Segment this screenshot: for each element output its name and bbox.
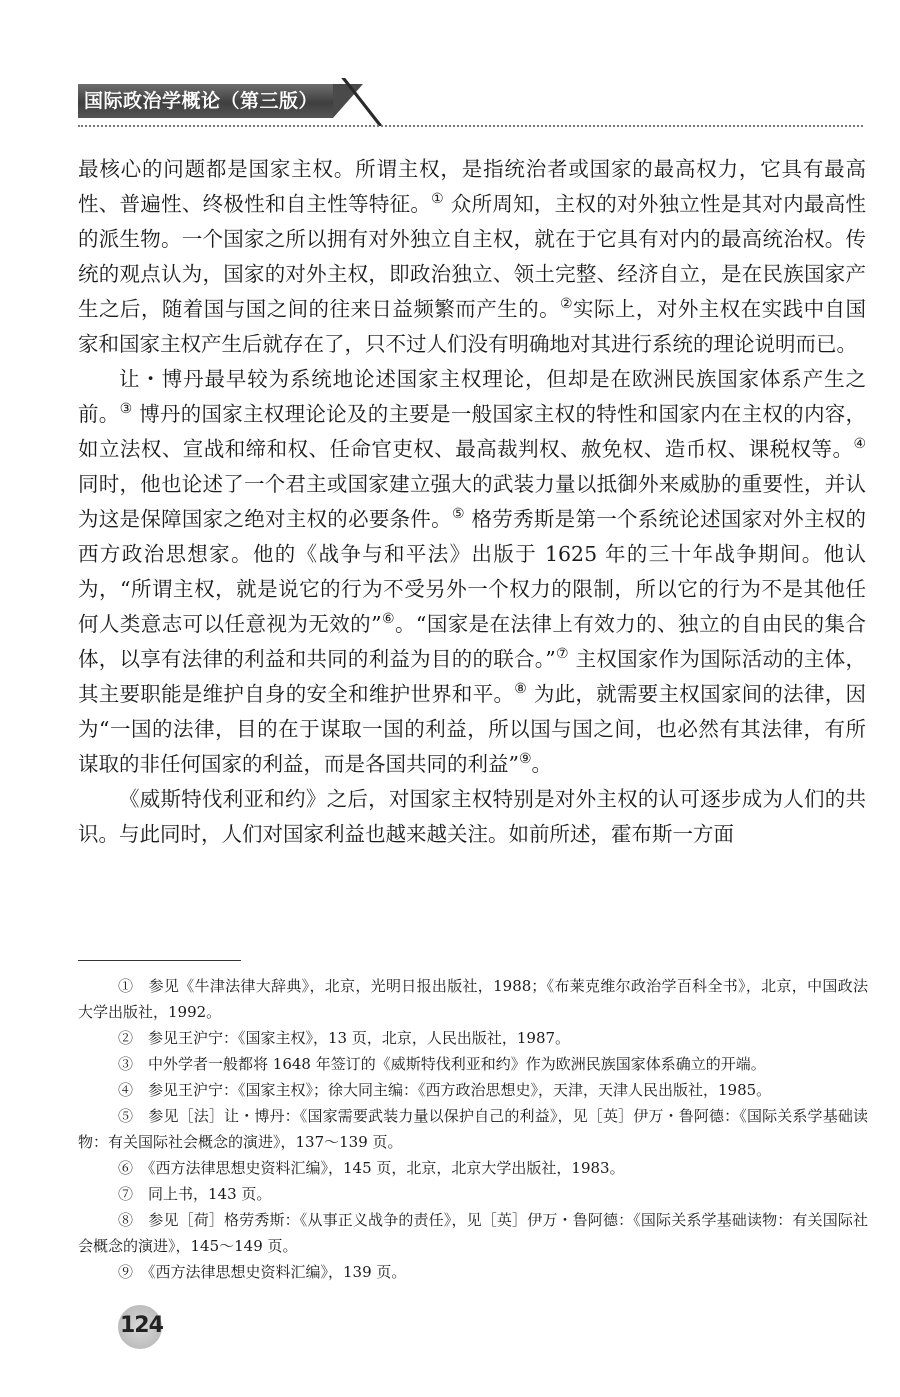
header-dotted-rule <box>78 125 863 127</box>
page-number-badge <box>118 1305 162 1349</box>
footnote-item: ④ 参见王沪宁：《国家主权》；徐大同主编：《西方政治思想史》，天津，天津人民出版社，1985。 <box>118 1081 772 1099</box>
footnote-item: ⑦ 同上书，143 页。 <box>118 1185 272 1203</box>
footnote-marker: ④ <box>853 436 866 453</box>
footnote-item: ⑨ 《西方法律思想史资料汇编》，139 页。 <box>118 1263 407 1281</box>
footnote-marker: ⑤ <box>451 506 465 523</box>
main-text <box>78 152 866 852</box>
footnote-marker: ⑥ <box>381 611 395 628</box>
footnote-marker: ② <box>560 296 574 313</box>
text-run: 最核心的问题都是国家主权。所谓主权，是指统治者或国家的最高权力，它具有最高性、普遍性、终极性和自主性等特征。 <box>78 157 866 216</box>
footnote-item: ③ 中外学者一般都将 1648 年签订的《威斯特伐利亚和约》作为欧洲民族国家体系确立的开端。 <box>118 1055 766 1073</box>
footnote-item: ② 参见王沪宁：《国家主权》，13 页，北京，人民出版社，1987。 <box>118 1029 571 1047</box>
footnote-item: ⑥ 《西方法律思想史资料汇编》，145 页，北京，北京大学出版社，1983。 <box>118 1159 625 1177</box>
body-paragraph <box>78 152 866 362</box>
text-run: 。“国家是在法律上有效力的、独立的自由民的集合体，以享有法律的利益和共同的利益为目的的联合。” <box>78 612 866 671</box>
text-run: 让・博丹最早较为系统地论述国家主权理论，但却是在欧洲民族国家体系产生之前。 <box>78 367 866 426</box>
footnote-marker: ⑦ <box>555 646 569 663</box>
footnotes <box>78 973 868 1285</box>
text-run: 格劳秀斯是第一个系统论述国家对外主权的西方政治思想家。他的《战争与和平法》出版于 1625 年的三十年战争期间。他认为，“所谓主权，就是说它的行为不受另外一个权力的限制，所以它的行为不是其他任何人类意志可以任意视为无效的” <box>78 507 866 636</box>
text-run: 。 <box>531 752 553 776</box>
text-run: 众所周知，主权的对外独立性是其对内最高性的派生物。一个国家之所以拥有对外独立自主权，就在于它具有对内的最高统治权。传统的观点认为，国家的对外主权，即政治独立、领土完整、经济自立，是在民族国家产生之后，随着国与国之间的往来日益频繁而产生的。 <box>78 192 867 321</box>
footnote-item: ① 参见《牛津法律大辞典》，北京，光明日报出版社，1988；《布莱克维尔政治学百科全书》，北京，中国政法大学出版社，1992。 <box>78 977 868 1021</box>
body-paragraph <box>78 362 866 782</box>
footnote-marker: ⑧ <box>514 681 528 698</box>
text-run: 《威斯特伐利亚和约》之后，对国家主权特别是对外主权的认可逐步成为人们的共识。与此同时，人们对国家利益也越来越关注。如前所述，霍布斯一方面 <box>78 787 866 846</box>
text-run: 主权国家作为国际活动的主体，其主要职能是维护自身的安全和维护世界和平。 <box>78 647 867 706</box>
text-run: 为此，就需要主权国家间的法律，因为“一国的法律，目的在于谋取一国的利益，所以国与国之间，也必然有其法律，有所谋取的非任何国家的利益，而是各国共同的利益” <box>78 682 866 776</box>
page-number: 124 <box>120 1313 163 1338</box>
text-run: 博丹的国家主权理论论及的主要是一般国家主权的特性和国家内在主权的内容，如立法权、宣战和缔和权、任命官吏权、最高裁判权、赦免权、造币权、课税权等。 <box>78 402 867 461</box>
text-run: 同时，他也论述了一个君主或国家建立强大的武装力量以抵御外来威胁的重要性，并认为这是保障国家之绝对主权的必要条件。 <box>78 472 866 531</box>
footnote-item: ⑤ 参见［法］让・博丹：《国家需要武装力量以保护自己的利益》，见［英］伊万・鲁阿德：《国际关系学基础读物：有关国际社会概念的演进》，137～139 页。 <box>78 1107 868 1151</box>
footnote-item: ⑧ 参见［荷］格劳秀斯：《从事正义战争的责任》，见［英］伊万・鲁阿德：《国际关系学基础读物：有关国际社会概念的演进》，145～149 页。 <box>78 1211 868 1255</box>
book-title: 国际政治学概论（第三版） <box>84 90 319 112</box>
text-run: 实际上，对外主权在实践中自国家和国家主权产生后就存在了，只不过人们没有明确地对其进行系统的理论说明而已。 <box>78 297 866 356</box>
footnote-marker: ⑨ <box>518 751 532 768</box>
footnote-marker: ③ <box>119 401 133 418</box>
body-paragraph <box>78 782 866 852</box>
footnote-separator <box>78 960 241 961</box>
running-header <box>78 84 378 118</box>
footnote-marker: ① <box>431 191 444 208</box>
